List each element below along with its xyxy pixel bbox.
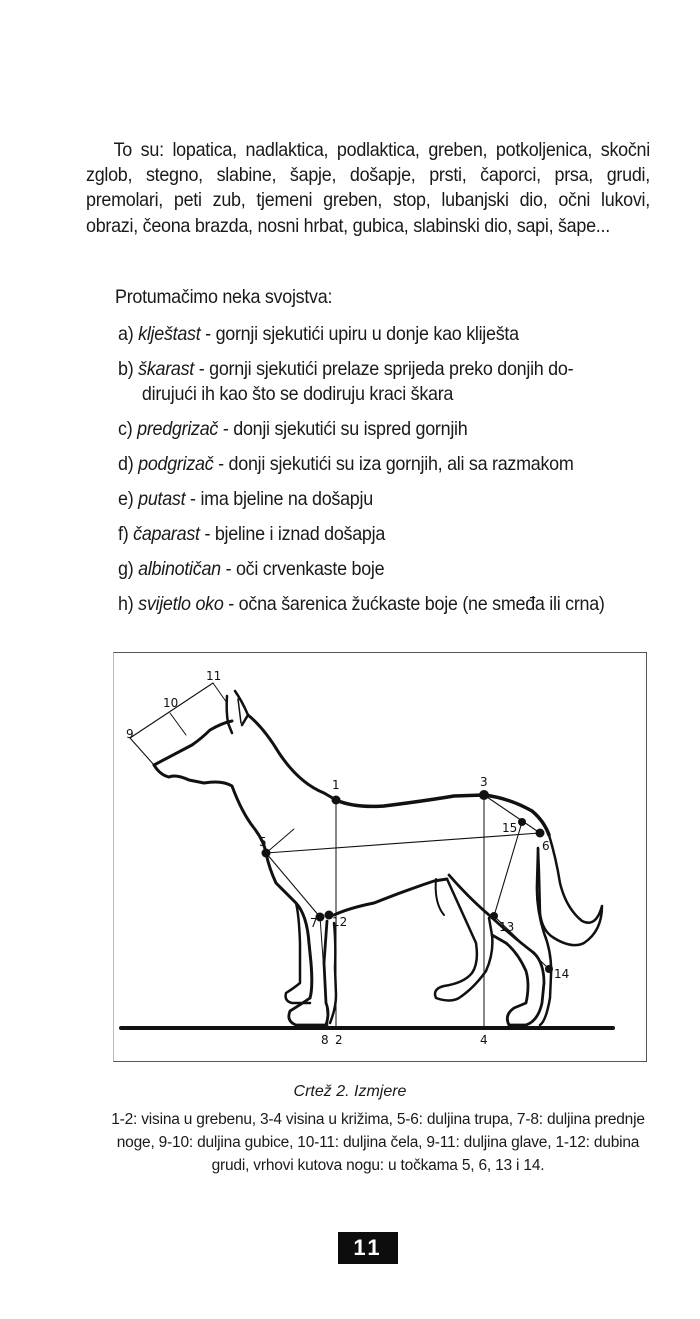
head-line-10 [170,713,186,735]
line-5-7 [266,853,320,917]
label-6: 6 [542,839,550,853]
label-3: 3 [480,775,488,789]
intro-text: To su: lopatica, nadlaktica, podlaktica, greben, potkoljenica, skočni zglob, stegno, slabine, šapje, došapje, prsti, čaporci, prsa, grudi, premolari, peti zub, tjemeni greben, stop, lubanjski dio, očni lukovi, obrazi, čeona brazda, nosni hrbat, gubica, slabinski dio, sapi, šape... [86,139,650,237]
point-13 [490,912,498,920]
item-letter: b) [118,358,134,380]
property-item-d [118,452,652,477]
point-3 [479,790,489,800]
label-8: 8 [321,1033,329,1047]
item-text: - očna šarenica žućkaste boje (ne smeđa ili crna) [223,593,605,615]
item-term: albinotičan [138,558,221,580]
point-5 [262,849,271,858]
front-leg-far [286,903,310,1003]
item-term: svijetlo oko [138,593,224,615]
belly [334,879,447,915]
item-text: - donji sjekutići su ispred gornjih [218,418,468,440]
property-list [118,322,698,617]
item-text: - ima bjeline na došapju [185,488,373,510]
label-1: 1 [332,778,340,792]
label-11: 11 [206,669,222,683]
head-line-11 [213,683,227,703]
line-5-6 [266,833,540,853]
item-letter: h) [118,593,134,615]
neck-back [248,715,336,800]
item-letter: g) [118,558,134,580]
item-term: putast [138,488,186,510]
muzzle-top [154,721,232,765]
property-item-b [118,357,652,407]
label-9: 9 [126,727,134,741]
label-4: 4 [480,1033,488,1047]
ear-left [227,696,232,733]
property-item-c [118,417,652,442]
label-10: 10 [163,696,179,710]
throat-chest [154,765,312,998]
item-continuation: dirujući ih kao što se dodiruju kraci škara [141,383,454,405]
label-7: 7 [310,916,318,930]
figure-caption-text: 1-2: visina u grebenu, 3-4 visina u križima, 5-6: duljina trupa, 7-8: duljina prednje noge, 9-10: duljina gubice, 10-11: duljina čela, 9-11: duljina glave, 1-12: dubina grudi, vrhovi kutova nogu: u točkama 5, 6, 13 i 14. [111,1111,645,1174]
dog-diagram [114,653,645,1060]
item-term: predgrizač [137,418,219,440]
dog-measurement-figure [113,652,647,1062]
item-term: čaparast [133,523,200,545]
ear-right [235,691,248,725]
property-item-e [118,487,652,512]
property-item-a [118,322,652,347]
item-letter: d) [118,453,134,475]
item-term: klještast [138,323,201,345]
head-line-9-muzzle [130,738,154,765]
label-12: 12 [332,915,348,929]
item-letter: e) [118,488,134,510]
item-text: - bjeline i iznad došapja [199,523,386,545]
point-14 [545,965,553,973]
item-text: - donji sjekutići su iza gornjih, ali sa razmakom [213,453,574,475]
property-item-f [118,522,652,547]
label-5: 5 [259,835,267,849]
lead-sentence: Protumačimo neka svojstva: [115,286,333,308]
item-text: - oči crvenkaste boje [220,558,385,580]
item-term: podgrizač [138,453,214,475]
item-letter: a) [118,323,134,345]
label-14: 14 [554,967,570,981]
head-line-9-11 [130,683,213,738]
front-leg-back [330,923,336,1023]
item-letter: f) [118,523,129,545]
item-text: - gornji sjekutići upiru u donje kao kliješta [200,323,519,345]
intro-paragraph [86,138,650,239]
label-15: 15 [502,821,518,835]
label-13: 13 [499,920,515,934]
item-term: škarast [138,358,195,380]
point-15 [518,818,526,826]
figure-caption-title: Crtež 2. Izmjere [293,1083,407,1100]
point-1 [332,796,341,805]
item-text: - gornji sjekutići prelaze sprijeda preko donjih do- [194,358,574,380]
line-5-tick [266,829,294,853]
property-item-g [118,557,652,582]
label-2: 2 [335,1033,343,1047]
point-6 [536,829,545,838]
item-letter: c) [118,418,133,440]
property-item-h [118,592,652,617]
page-number: 11 [338,1232,398,1264]
